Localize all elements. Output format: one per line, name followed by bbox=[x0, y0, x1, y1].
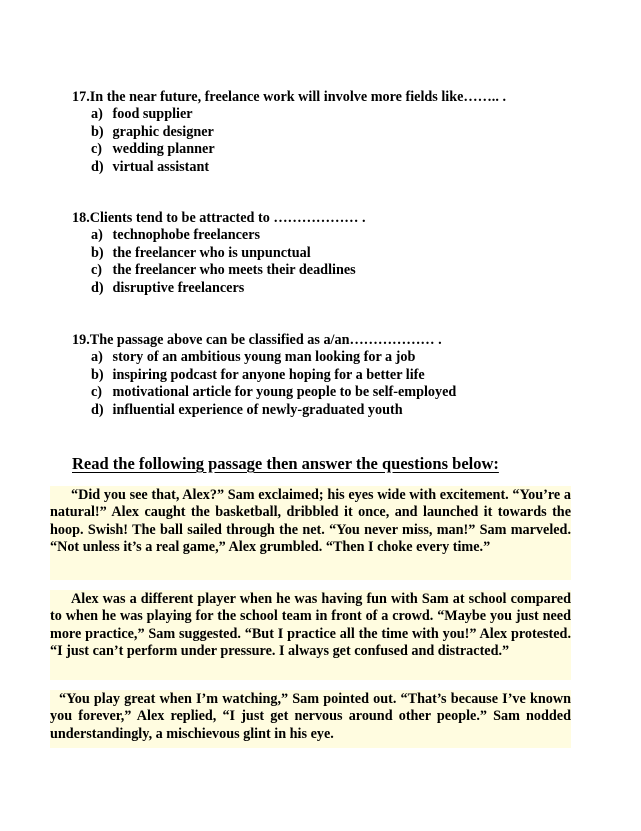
question-stem: 17.In the near future, freelance work will involve more fields like…….. . bbox=[72, 89, 506, 105]
option-letter: d) bbox=[91, 158, 104, 175]
option-letter: c) bbox=[91, 262, 103, 278]
option-d[interactable] bbox=[91, 159, 572, 177]
option-letter: a) bbox=[91, 227, 103, 243]
option-a[interactable] bbox=[91, 227, 572, 245]
option-text: technophobe freelancers bbox=[112, 227, 261, 243]
question-17 bbox=[72, 89, 572, 176]
paragraph-text: Alex was a different player when he was having fun with Sam at school compared to when he was playing for the school team in front of a crowd. “Maybe you just need more practice,” Sam suggested. “But I practice all the time with you!” Alex protested. “I just can’t perform under pressure. I always get confused and distracted.” bbox=[50, 591, 571, 659]
option-letter: c) bbox=[91, 384, 103, 400]
option-d[interactable] bbox=[91, 402, 572, 420]
option-a[interactable] bbox=[91, 349, 572, 367]
question-stem: 18.Clients tend to be attracted to ……………… . bbox=[72, 210, 366, 226]
option-letter: a) bbox=[91, 106, 103, 122]
option-c[interactable] bbox=[91, 262, 572, 280]
passage-paragraph bbox=[50, 590, 571, 680]
option-b[interactable] bbox=[91, 124, 572, 142]
option-letter: b) bbox=[91, 366, 104, 383]
passage-paragraph bbox=[50, 486, 571, 580]
option-letter: d) bbox=[91, 401, 104, 418]
passage-heading: Read the following passage then answer the questions below: bbox=[72, 454, 499, 473]
option-b[interactable] bbox=[91, 367, 572, 385]
option-letter: a) bbox=[91, 349, 103, 365]
option-b[interactable] bbox=[91, 245, 572, 263]
paragraph-text: “You play great when I’m watching,” Sam pointed out. “That’s because I’ve known you forever,” Alex replied, “I just get nervous around other people.” Sam nodded understandingly, a mischievous glint in his eye. bbox=[50, 691, 571, 742]
option-text: virtual assistant bbox=[112, 158, 210, 175]
option-c[interactable] bbox=[91, 141, 572, 159]
option-c[interactable] bbox=[91, 384, 572, 402]
option-list bbox=[72, 227, 572, 297]
option-text: inspiring podcast for anyone hoping for a better life bbox=[112, 366, 425, 383]
option-a[interactable] bbox=[91, 106, 572, 124]
option-text: disruptive freelancers bbox=[112, 279, 245, 296]
option-text: wedding planner bbox=[112, 141, 215, 157]
option-d[interactable] bbox=[91, 280, 572, 298]
option-text: the freelancer who meets their deadlines bbox=[112, 262, 356, 278]
option-letter: b) bbox=[91, 123, 104, 140]
paragraph-text: “Did you see that, Alex?” Sam exclaimed; his eyes wide with excitement. “You’re a natural!” Alex caught the basketball, dribbled it once, and launched it towards the hoop. Swish! The ball sailed through the net. “You never miss, man!” Sam marveled. “Not unless it’s a real game,” Alex grumbled. “Then I choke every time.” bbox=[50, 487, 571, 555]
option-letter: c) bbox=[91, 141, 103, 157]
question-19 bbox=[72, 332, 572, 419]
question-18 bbox=[72, 210, 572, 297]
option-text: graphic designer bbox=[112, 123, 214, 140]
passage-paragraph bbox=[50, 690, 571, 748]
option-text: food supplier bbox=[112, 106, 193, 122]
option-text: the freelancer who is unpunctual bbox=[112, 244, 311, 261]
option-text: influential experience of newly-graduated youth bbox=[112, 401, 403, 418]
option-list bbox=[72, 349, 572, 419]
option-letter: d) bbox=[91, 279, 104, 296]
question-stem: 19.The passage above can be classified as a/an……………… . bbox=[72, 332, 442, 348]
option-text: motivational article for young people to be self-employed bbox=[112, 384, 457, 400]
option-text: story of an ambitious young man looking for a job bbox=[112, 349, 416, 365]
option-list bbox=[72, 106, 572, 176]
option-letter: b) bbox=[91, 244, 104, 261]
